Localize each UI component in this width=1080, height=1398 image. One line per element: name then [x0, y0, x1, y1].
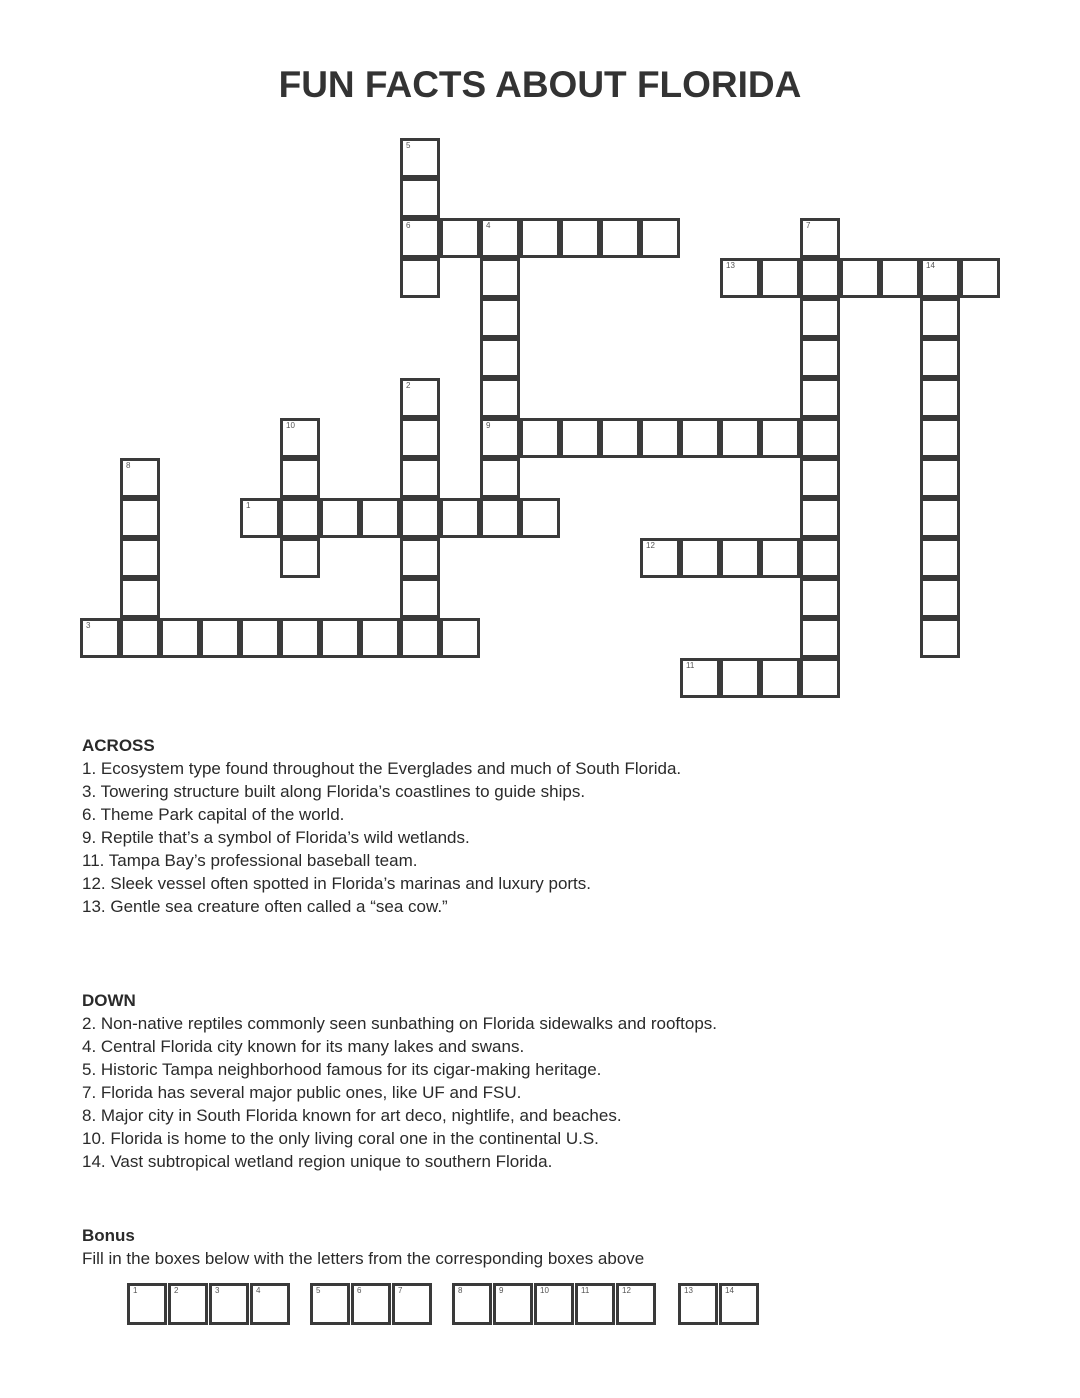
- crossword-cell[interactable]: [240, 498, 280, 538]
- bonus-box-number: 5: [316, 1286, 321, 1295]
- crossword-cell[interactable]: [800, 618, 840, 658]
- bonus-box[interactable]: [452, 1283, 492, 1325]
- crossword-cell[interactable]: [400, 378, 440, 418]
- crossword-cell[interactable]: [400, 218, 440, 258]
- crossword-cell[interactable]: [280, 418, 320, 458]
- crossword-cell[interactable]: [560, 218, 600, 258]
- bonus-box-number: 7: [398, 1286, 403, 1295]
- bonus-box[interactable]: [310, 1283, 350, 1325]
- crossword-cell[interactable]: [400, 498, 440, 538]
- crossword-cell[interactable]: [520, 498, 560, 538]
- crossword-cell[interactable]: [840, 258, 880, 298]
- crossword-cell[interactable]: [920, 418, 960, 458]
- bonus-box-number: 3: [215, 1286, 220, 1295]
- crossword-cell[interactable]: [280, 458, 320, 498]
- bonus-box[interactable]: [678, 1283, 718, 1325]
- crossword-cell[interactable]: [400, 138, 440, 178]
- crossword-cell[interactable]: [680, 658, 720, 698]
- crossword-cell[interactable]: [800, 338, 840, 378]
- crossword-cell[interactable]: [480, 218, 520, 258]
- crossword-cell[interactable]: [360, 498, 400, 538]
- bonus-box[interactable]: [168, 1283, 208, 1325]
- crossword-cell[interactable]: [400, 538, 440, 578]
- crossword-cell[interactable]: [920, 338, 960, 378]
- across-clues: [82, 734, 1042, 918]
- clue-number: 6: [406, 221, 411, 230]
- across-clue: 13. Gentle sea creature often called a “sea cow.”: [82, 897, 448, 916]
- crossword-cell[interactable]: [280, 538, 320, 578]
- clue-number: 8: [126, 461, 131, 470]
- crossword-cell[interactable]: [720, 658, 760, 698]
- crossword-cell[interactable]: [600, 418, 640, 458]
- crossword-cell[interactable]: [760, 658, 800, 698]
- crossword-cell[interactable]: [880, 258, 920, 298]
- crossword-cell[interactable]: [520, 418, 560, 458]
- crossword-cell[interactable]: [440, 218, 480, 258]
- across-heading: ACROSS: [82, 736, 155, 755]
- clue-number: 13: [726, 261, 735, 270]
- crossword-cell[interactable]: [400, 418, 440, 458]
- crossword-cell[interactable]: [400, 578, 440, 618]
- bonus-box-number: 4: [256, 1286, 261, 1295]
- crossword-cell[interactable]: [520, 218, 560, 258]
- bonus-box[interactable]: [719, 1283, 759, 1325]
- crossword-cell[interactable]: [560, 418, 600, 458]
- clue-number: 2: [406, 381, 411, 390]
- page-title: FUN FACTS ABOUT FLORIDA: [278, 64, 802, 105]
- crossword-cell[interactable]: [440, 618, 480, 658]
- crossword-cell[interactable]: [120, 578, 160, 618]
- crossword-cell[interactable]: [760, 418, 800, 458]
- bonus-box[interactable]: [392, 1283, 432, 1325]
- crossword-cell[interactable]: [640, 538, 680, 578]
- crossword-cell[interactable]: [920, 458, 960, 498]
- bonus-box-number: 14: [725, 1286, 734, 1295]
- clue-number: 7: [806, 221, 811, 230]
- crossword-cell[interactable]: [320, 498, 360, 538]
- crossword-cell[interactable]: [320, 618, 360, 658]
- clue-number: 14: [926, 261, 935, 270]
- crossword-cell[interactable]: [920, 618, 960, 658]
- crossword-cell[interactable]: [640, 418, 680, 458]
- crossword-cell[interactable]: [920, 378, 960, 418]
- bonus-box[interactable]: [351, 1283, 391, 1325]
- crossword-cell[interactable]: [680, 538, 720, 578]
- crossword-cell[interactable]: [800, 258, 840, 298]
- bonus-box-number: 8: [458, 1286, 463, 1295]
- down-clue: 8. Major city in South Florida known for art deco, nightlife, and beaches.: [82, 1106, 622, 1125]
- bonus-box-number: 11: [581, 1286, 590, 1295]
- clue-number: 5: [406, 141, 411, 150]
- clue-number: 4: [486, 221, 491, 230]
- crossword-cell[interactable]: [680, 418, 720, 458]
- bonus-instruction: Fill in the boxes below with the letters from the corresponding boxes above: [82, 1249, 645, 1268]
- down-clues: [82, 989, 1042, 1173]
- clue-number: 3: [86, 621, 91, 630]
- crossword-cell[interactable]: [440, 498, 480, 538]
- crossword-cell[interactable]: [280, 618, 320, 658]
- bonus-box[interactable]: [493, 1283, 533, 1325]
- bonus-box[interactable]: [534, 1283, 574, 1325]
- crossword-cell[interactable]: [720, 418, 760, 458]
- across-clue: 1. Ecosystem type found throughout the Everglades and much of South Florida.: [82, 759, 682, 778]
- bonus-box[interactable]: [250, 1283, 290, 1325]
- crossword-cell[interactable]: [760, 258, 800, 298]
- crossword-cell[interactable]: [800, 298, 840, 338]
- crossword-cell[interactable]: [400, 458, 440, 498]
- crossword-cell[interactable]: [920, 298, 960, 338]
- crossword-cell[interactable]: [280, 498, 320, 538]
- down-clue: 4. Central Florida city known for its many lakes and swans.: [82, 1037, 525, 1056]
- crossword-cell[interactable]: [760, 538, 800, 578]
- bonus-box-number: 12: [622, 1286, 631, 1295]
- across-clue: 3. Towering structure built along Florida’s coastlines to guide ships.: [82, 782, 586, 801]
- down-heading: DOWN: [82, 991, 136, 1010]
- bonus-box-number: 1: [133, 1286, 138, 1295]
- crossword-cell[interactable]: [800, 218, 840, 258]
- bonus-heading: Bonus: [82, 1226, 135, 1245]
- bonus-box-number: 13: [684, 1286, 693, 1295]
- bonus-box-number: 2: [174, 1286, 179, 1295]
- crossword-cell[interactable]: [800, 658, 840, 698]
- bonus-box-number: 9: [499, 1286, 504, 1295]
- crossword-cell[interactable]: [600, 218, 640, 258]
- down-clue: 7. Florida has several major public ones, like UF and FSU.: [82, 1083, 522, 1102]
- bonus-box[interactable]: [127, 1283, 167, 1325]
- crossword-cell[interactable]: [400, 258, 440, 298]
- crossword-cell[interactable]: [920, 538, 960, 578]
- crossword-cell[interactable]: [800, 538, 840, 578]
- crossword-cell[interactable]: [200, 618, 240, 658]
- bonus-box-number: 10: [540, 1286, 549, 1295]
- crossword-cell[interactable]: [800, 498, 840, 538]
- clue-number: 12: [646, 541, 655, 550]
- crossword-cell[interactable]: [800, 418, 840, 458]
- across-clue: 12. Sleek vessel often spotted in Florida’s marinas and luxury ports.: [82, 874, 592, 893]
- crossword-cell[interactable]: [480, 258, 520, 298]
- crossword-cell[interactable]: [120, 538, 160, 578]
- crossword-cell[interactable]: [400, 618, 440, 658]
- crossword-cell[interactable]: [640, 218, 680, 258]
- clue-number: 1: [246, 501, 251, 510]
- crossword-cell[interactable]: [400, 178, 440, 218]
- crossword-cell[interactable]: [800, 378, 840, 418]
- clue-number: 9: [486, 421, 491, 430]
- crossword-cell[interactable]: [120, 618, 160, 658]
- across-clue: 9. Reptile that’s a symbol of Florida’s wild wetlands.: [82, 828, 470, 847]
- bonus-box-number: 6: [357, 1286, 362, 1295]
- crossword-cell[interactable]: [480, 338, 520, 378]
- down-clue: 10. Florida is home to the only living coral one in the continental U.S.: [82, 1129, 599, 1148]
- down-clue: 5. Historic Tampa neighborhood famous for its cigar-making heritage.: [82, 1060, 602, 1079]
- crossword-cell[interactable]: [480, 498, 520, 538]
- bonus-box[interactable]: [209, 1283, 249, 1325]
- crossword-cell[interactable]: [480, 458, 520, 498]
- crossword-cell[interactable]: [480, 418, 520, 458]
- across-clue: 11. Tampa Bay’s professional baseball team.: [82, 851, 418, 870]
- across-clue: 6. Theme Park capital of the world.: [82, 805, 345, 824]
- crossword-cell[interactable]: [720, 258, 760, 298]
- crossword-cell[interactable]: [720, 538, 760, 578]
- crossword-cell[interactable]: [920, 498, 960, 538]
- bonus-section: [82, 1224, 1042, 1270]
- crossword-cell[interactable]: [120, 498, 160, 538]
- clue-number: 10: [286, 421, 295, 430]
- bonus-box[interactable]: [575, 1283, 615, 1325]
- bonus-answer-boxes: [0, 1283, 1080, 1327]
- crossword-cell[interactable]: [240, 618, 280, 658]
- crossword-cell[interactable]: [920, 258, 960, 298]
- crossword-cell[interactable]: [360, 618, 400, 658]
- clue-number: 11: [686, 661, 695, 670]
- crossword-cell[interactable]: [800, 578, 840, 618]
- down-clue: 2. Non-native reptiles commonly seen sunbathing on Florida sidewalks and rooftops.: [82, 1014, 718, 1033]
- crossword-cell[interactable]: [480, 378, 520, 418]
- crossword-cell[interactable]: [160, 618, 200, 658]
- down-clue: 14. Vast subtropical wetland region unique to southern Florida.: [82, 1152, 553, 1171]
- bonus-box[interactable]: [616, 1283, 656, 1325]
- crossword-cell[interactable]: [120, 458, 160, 498]
- crossword-cell[interactable]: [920, 578, 960, 618]
- crossword-cell[interactable]: [800, 458, 840, 498]
- crossword-cell[interactable]: [80, 618, 120, 658]
- crossword-cell[interactable]: [960, 258, 1000, 298]
- crossword-cell[interactable]: [480, 298, 520, 338]
